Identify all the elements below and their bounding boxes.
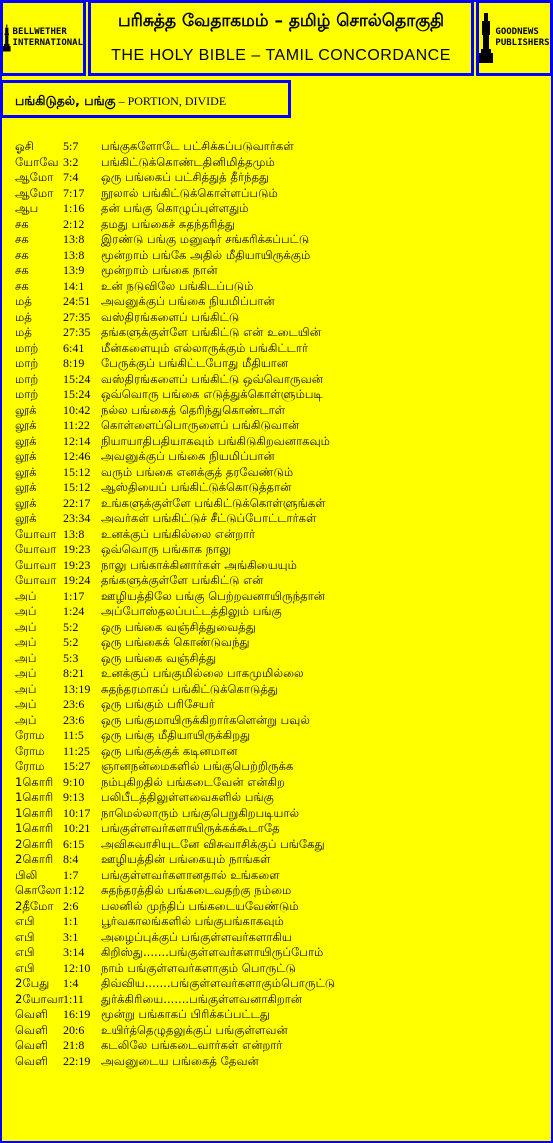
entry-book: அப் <box>15 635 37 649</box>
entry-book: மாற் <box>15 356 39 370</box>
list-item <box>0 341 553 357</box>
entry-reference: 19:23 <box>63 557 91 572</box>
entry-book: லூக் <box>15 449 37 463</box>
entry-reference: 13:8 <box>63 247 85 262</box>
title-english: THE HOLY BIBLE – TAMIL CONCORDANCE <box>111 47 451 64</box>
entry-book: பிலி <box>15 867 38 882</box>
list-item <box>0 713 553 729</box>
entry-reference: 13:8 <box>63 232 85 246</box>
entry-text: ஞானநன்மைகளில் பங்குபெற்றிருக்க <box>101 759 294 773</box>
entry-reference: 23:34 <box>63 511 91 525</box>
list-item <box>0 387 553 403</box>
entry-text: பங்குள்ளவர்களானதால் உங்களை <box>101 867 280 882</box>
entry-reference: 19:23 <box>63 542 91 556</box>
entry-book: சக <box>15 278 29 293</box>
entry-reference: 15:24 <box>63 371 91 386</box>
entry-reference: 16:19 <box>63 1007 91 1021</box>
topic-dash: – <box>115 94 128 108</box>
entry-text: திவ்விய.......பங்குள்ளவர்களாகும்பொருட்டு <box>101 976 336 990</box>
entry-reference: 19:24 <box>63 573 91 587</box>
entry-reference: 2:12 <box>63 216 85 231</box>
entry-reference: 22:19 <box>63 1053 91 1068</box>
entry-reference: 27:35 <box>63 325 91 339</box>
entry-book: மாற் <box>15 340 39 355</box>
entry-text: மூன்று பங்காகப் பிரிக்கப்பட்டது <box>101 1007 270 1021</box>
entry-book: எபி <box>15 945 35 959</box>
entry-text: அவனுக்குப் பங்கை நியமிப்பான் <box>101 294 275 308</box>
list-item <box>0 527 553 543</box>
entry-book: 1கொரி <box>15 774 54 789</box>
topic-english: PORTION, DIVIDE <box>127 94 227 108</box>
entry-reference: 20:6 <box>63 1022 85 1037</box>
entry-book: ஓசி <box>15 139 34 153</box>
entry-book: லூக் <box>15 464 37 479</box>
list-item <box>0 325 553 341</box>
list-item <box>0 589 553 605</box>
entry-text: ஒரு பங்கைப் பட்சித்துத் தீர்ந்தது <box>101 170 270 184</box>
list-item <box>0 186 553 202</box>
goodnews-logo <box>476 0 553 76</box>
list-item <box>0 1054 553 1070</box>
list-item <box>0 310 553 326</box>
entry-text: பூர்வகாலங்களில் பங்குபங்காகவும் <box>101 914 284 928</box>
entry-text: தங்களுக்குள்ளே பங்கிட்டு என் <box>101 573 264 587</box>
list-item <box>0 961 553 977</box>
list-item <box>0 201 553 217</box>
entry-reference: 6:15 <box>63 836 85 851</box>
statue-icon <box>479 13 493 63</box>
list-item <box>0 759 553 775</box>
entry-book: வெளி <box>15 1053 48 1068</box>
entry-text: வஸ்திரங்களைப் பங்கிட்டு ஒவ்வொருவன் <box>101 371 323 386</box>
entry-text: தன் பங்கு கொழுப்புள்ளதும் <box>101 201 249 215</box>
entry-reference: 10:21 <box>63 821 91 835</box>
entry-text: தங்களுக்குள்ளே பங்கிட்டு என் உடையின் <box>101 325 321 339</box>
list-item <box>0 868 553 884</box>
list-item <box>0 806 553 822</box>
entry-reference: 24:51 <box>63 294 91 308</box>
entry-book: எபி <box>15 960 35 975</box>
entry-reference: 9:10 <box>63 774 85 789</box>
entry-text: மீன்களையும் எல்லாருக்கும் பங்கிட்டார் <box>101 340 309 355</box>
list-item <box>0 217 553 233</box>
entry-book: மாற் <box>15 371 39 386</box>
entry-reference: 6:41 <box>63 340 85 355</box>
list-item <box>0 790 553 806</box>
entry-text: ஒவ்வொரு பங்காக நாலு <box>101 542 232 556</box>
entry-text: உனக்குப் பங்குமில்லை பாகமுமில்லை <box>101 666 304 680</box>
entry-book: அப் <box>15 697 37 711</box>
entry-text: கிறிஸ்து.......பங்குள்ளவர்களாயிருப்போம் <box>101 945 324 959</box>
entry-text: கொள்ளைப்பொருளைப் பங்கிடுவான் <box>101 418 300 432</box>
list-item <box>0 573 553 589</box>
entry-text: துர்க்கிரியை.......பங்குள்ளவனாகிறான் <box>101 991 303 1006</box>
topic-tamil: பங்கிடுதல், பங்கு <box>15 93 116 108</box>
entry-reference: 3:1 <box>63 929 79 944</box>
list-item <box>0 155 553 171</box>
entry-reference: 15:27 <box>63 759 91 773</box>
entry-reference: 12:46 <box>63 449 91 463</box>
entry-reference: 12:14 <box>63 433 91 448</box>
entry-text: கடலிலே பங்கடைவார்கள் என்றார் <box>101 1038 283 1052</box>
list-item <box>0 666 553 682</box>
entry-text: ஒரு பங்கு மீதியாயிருக்கிறது <box>101 728 251 742</box>
list-item <box>0 728 553 744</box>
list-item <box>0 899 553 915</box>
entry-text: பேருக்குப் பங்கிட்டபோது மீதியான <box>101 356 289 370</box>
entry-text: அப்போஸ்தலப்பட்டத்திலும் பங்கு <box>101 604 282 618</box>
entry-book: எபி <box>15 914 35 928</box>
list-item <box>0 449 553 465</box>
right-logo-line1: GOODNEWS <box>495 27 539 37</box>
entry-book: 2பேது <box>15 976 50 990</box>
entry-reference: 13:9 <box>63 263 85 277</box>
entry-book: 2கொரி <box>15 836 54 851</box>
entry-reference: 15:24 <box>63 387 91 401</box>
entry-reference: 9:13 <box>63 790 85 804</box>
list-item <box>0 883 553 899</box>
entry-text: பலிபீடத்திலுள்ளவைகளில் பங்கு <box>101 790 274 804</box>
entry-reference: 21:8 <box>63 1038 85 1052</box>
entry-book: 2தீமோ <box>15 898 54 913</box>
entry-reference: 14:1 <box>63 278 85 293</box>
entry-reference: 1:16 <box>63 201 85 215</box>
entry-book: லூக் <box>15 418 37 432</box>
entry-text: ஒவ்வொரு பங்கை எடுத்துக்கொள்ளும்படி <box>101 387 323 401</box>
entry-reference: 5:3 <box>63 650 79 665</box>
list-item <box>0 992 553 1008</box>
entry-book: வெளி <box>15 1007 48 1021</box>
entry-reference: 23:6 <box>63 712 85 727</box>
list-item <box>0 542 553 558</box>
entry-reference: 8:4 <box>63 852 79 866</box>
entry-text: அவனுடைய பங்கைத் தேவன் <box>101 1053 259 1068</box>
entry-book: யோவா <box>15 573 57 587</box>
entry-text: நல்ல பங்கைத் தெரிந்துகொண்டாள் <box>101 402 286 417</box>
entry-reference: 10:42 <box>63 402 91 417</box>
entry-text: உங்களுக்குள்ளே பங்கிட்டுக்கொள்ளுங்கள் <box>101 495 326 510</box>
entry-text: உயிர்த்தெழுதலுக்குப் பங்குள்ளவன் <box>101 1022 288 1037</box>
list-item <box>0 604 553 620</box>
entry-text: உன் நடுவிலே பங்கிடப்படும் <box>101 278 254 293</box>
list-item <box>0 418 553 434</box>
entry-reference: 13:8 <box>63 526 85 541</box>
entry-book: கொலோ <box>15 883 62 897</box>
entry-text: பங்கிட்டுக்கொண்டதினிமித்தமும் <box>101 154 275 169</box>
entry-book: லூக் <box>15 495 37 510</box>
list-item <box>0 744 553 760</box>
entry-reference: 15:12 <box>63 480 91 494</box>
entry-text: மூன்றாம் பங்கே அதில் மீதியாயிருக்கும் <box>101 247 311 262</box>
list-item <box>0 1023 553 1039</box>
entry-text: இரண்டு பங்கு மனுஷர் சங்கரிக்கப்பட்டு <box>101 232 310 246</box>
entry-reference: 8:19 <box>63 356 85 370</box>
list-item <box>0 511 553 527</box>
title-tamil: பரிசுத்த வேதாகமம் – தமிழ் சொல்தொகுதி <box>117 11 445 31</box>
entry-text: தமது பங்கைச் சுதந்தரித்து <box>101 216 235 231</box>
entry-book: மத் <box>15 294 32 308</box>
entry-book: 1கொரி <box>15 821 54 835</box>
entry-book: 2யோவா <box>15 991 64 1006</box>
entry-text: அவிசுவாசியுடனே விசுவாசிக்குப் பங்கேது <box>101 836 325 851</box>
entry-book: ஆப <box>15 201 39 215</box>
entry-book: அப் <box>15 588 37 603</box>
entry-reference: 8:21 <box>63 666 85 680</box>
entry-reference: 1:12 <box>63 883 85 897</box>
list-item <box>0 139 553 155</box>
entry-reference: 1:11 <box>63 991 84 1006</box>
right-logo-line2: PUBLISHERS <box>495 38 550 48</box>
entry-text: ஒரு பங்குமாயிருக்கிறார்களென்று பவுல் <box>101 712 310 727</box>
bellwether-logo <box>0 0 86 76</box>
list-item <box>0 403 553 419</box>
entry-reference: 7:17 <box>63 185 85 200</box>
list-item <box>0 170 553 186</box>
entry-book: அப் <box>15 666 37 680</box>
entry-reference: 5:2 <box>63 635 79 649</box>
list-item <box>0 465 553 481</box>
entry-reference: 22:17 <box>63 495 91 510</box>
entry-text: நியாயாதிபதியாகவும் பங்கிடுகிறவனாகவும் <box>101 433 331 448</box>
list-item <box>0 976 553 992</box>
entry-reference: 3:2 <box>63 154 79 169</box>
entry-text: ஒரு பங்குக்குக் கடினமான <box>101 743 238 758</box>
entry-book: யோவா <box>15 542 57 556</box>
entry-book: சக <box>15 247 29 262</box>
entry-book: 2கொரி <box>15 852 54 866</box>
entry-reference: 3:14 <box>63 945 85 959</box>
entry-text: நாமெல்லாரும் பங்குபெறுகிறபடியால் <box>101 805 300 820</box>
entry-reference: 1:7 <box>63 867 79 882</box>
entry-reference: 27:35 <box>63 309 91 324</box>
entry-text: வஸ்திரங்களைப் பங்கிட்டு <box>101 309 240 324</box>
entry-book: 1கொரி <box>15 790 54 804</box>
entry-book: ரோம <box>15 759 45 773</box>
list-item <box>0 697 553 713</box>
entry-book: ஆமோ <box>15 185 54 200</box>
tower-icon <box>3 13 11 63</box>
entry-reference: 7:4 <box>63 170 79 184</box>
left-logo-line2: INTERNATIONAL <box>12 38 83 48</box>
list-item <box>0 930 553 946</box>
entry-text: நாலு பங்காக்கினார்கள் அங்கியையும் <box>101 557 297 572</box>
entry-reference: 10:17 <box>63 805 91 820</box>
topic-heading <box>0 80 291 118</box>
list-item <box>0 651 553 667</box>
entry-reference: 11:25 <box>63 743 90 758</box>
entry-reference: 5:7 <box>63 139 79 153</box>
entry-text: பங்குகளோடே பட்சிக்கப்படுவார்கள் <box>101 139 294 153</box>
entry-book: அப் <box>15 681 37 696</box>
list-item <box>0 635 553 651</box>
entry-text: ஒரு பங்கை வஞ்சித்துவைத்து <box>101 619 256 634</box>
entry-book: அப் <box>15 604 37 618</box>
entry-text: வரும் பங்கை எனக்குத் தரவேண்டும் <box>101 464 294 479</box>
entry-book: யோவா <box>15 557 57 572</box>
list-item <box>0 852 553 868</box>
entry-book: எபி <box>15 929 35 944</box>
entry-book: லூக் <box>15 402 37 417</box>
list-item <box>0 1007 553 1023</box>
list-item <box>0 263 553 279</box>
entry-book: சக <box>15 263 29 277</box>
entry-book: அப் <box>15 619 37 634</box>
entry-book: மாற் <box>15 387 39 401</box>
entry-text: நம்புகிறதில் பங்கடைவேன் என்கிற <box>101 774 285 789</box>
entry-text: சுதந்தரத்தில் பங்கடைவதற்கு நம்மை <box>101 883 292 897</box>
list-item <box>0 1038 553 1054</box>
entry-reference: 2:6 <box>63 898 79 913</box>
entry-text: ஊழியத்தின் பங்கையும் நாங்கள் <box>101 852 271 866</box>
entry-book: 1கொரி <box>15 805 54 820</box>
entry-reference: 1:1 <box>63 914 79 928</box>
entry-reference: 1:17 <box>63 588 85 603</box>
entry-text: ஊழியத்திலே பங்கு பெற்றவனாயிருந்தான் <box>101 588 326 603</box>
entry-book: லூக் <box>15 480 37 494</box>
entry-book: மத் <box>15 309 32 324</box>
entry-book: ரோம <box>15 728 45 742</box>
entry-book: அப் <box>15 650 37 665</box>
entry-book: சக <box>15 232 29 246</box>
title-banner <box>88 0 474 76</box>
list-item <box>0 558 553 574</box>
list-item <box>0 821 553 837</box>
list-item <box>0 480 553 496</box>
entry-book: ரோம <box>15 743 45 758</box>
entry-book: அப் <box>15 712 37 727</box>
list-item <box>0 775 553 791</box>
entry-text: நூலால் பங்கிட்டுக்கொள்ளப்படும் <box>101 185 278 200</box>
entry-reference: 23:6 <box>63 697 85 711</box>
entry-book: லூக் <box>15 511 37 525</box>
list-item <box>0 682 553 698</box>
entry-text: மூன்றாம் பங்கை நான் <box>101 263 218 277</box>
entry-book: ஆமோ <box>15 170 54 184</box>
entry-reference: 11:22 <box>63 418 90 432</box>
entry-text: பலனில் முந்திப் பங்கடையவேண்டும் <box>101 898 299 913</box>
entry-reference: 1:4 <box>63 976 79 990</box>
concordance-list <box>0 139 553 1069</box>
list-item <box>0 372 553 388</box>
entry-book: வெளி <box>15 1038 48 1052</box>
entry-reference: 1:24 <box>63 604 85 618</box>
entry-text: பங்குள்ளவர்களாயிருக்கக்கூடாதே <box>101 821 280 835</box>
entry-reference: 13:19 <box>63 681 91 696</box>
entry-text: ஒரு பங்கை வஞ்சித்து <box>101 650 217 665</box>
entry-reference: 5:2 <box>63 619 79 634</box>
list-item <box>0 914 553 930</box>
entry-text: நாம் பங்குள்ளவர்களாகும் பொருட்டு <box>101 960 296 975</box>
list-item <box>0 279 553 295</box>
list-item <box>0 356 553 372</box>
entry-text: அவர்கள் பங்கிட்டுச் சீட்டுப்போட்டார்கள் <box>101 511 317 525</box>
entry-text: உனக்குப் பங்கில்லை என்றார் <box>101 526 256 541</box>
entry-book: யோவா <box>15 526 57 541</box>
entry-reference: 11:5 <box>63 728 84 742</box>
list-item <box>0 434 553 450</box>
entry-reference: 15:12 <box>63 464 91 479</box>
list-item <box>0 294 553 310</box>
entry-book: லூக் <box>15 433 37 448</box>
list-item <box>0 496 553 512</box>
list-item <box>0 620 553 636</box>
entry-reference: 12:10 <box>63 960 91 975</box>
left-logo-line1: BELLWETHER <box>12 27 67 37</box>
entry-text: அழைப்புக்குப் பங்குள்ளவர்களாகிய <box>101 929 292 944</box>
list-item <box>0 232 553 248</box>
entry-book: மத் <box>15 325 32 339</box>
entry-text: அவனுக்குப் பங்கை நியமிப்பான் <box>101 449 275 463</box>
entry-book: வெளி <box>15 1022 48 1037</box>
entry-book: யோவே <box>15 154 59 169</box>
entry-text: சுதந்தரமாகப் பங்கிட்டுக்கொடுத்து <box>101 681 278 696</box>
entry-text: ஒரு பங்கைக் கொண்டுவந்து <box>101 635 250 649</box>
entry-text: ஒரு பங்கும் பரிசேயர் <box>101 697 215 711</box>
list-item <box>0 837 553 853</box>
entry-book: சக <box>15 216 29 231</box>
list-item <box>0 248 553 264</box>
list-item <box>0 945 553 961</box>
entry-text: ஆஸ்தியைப் பங்கிட்டுக்கொடுத்தான் <box>101 480 292 494</box>
